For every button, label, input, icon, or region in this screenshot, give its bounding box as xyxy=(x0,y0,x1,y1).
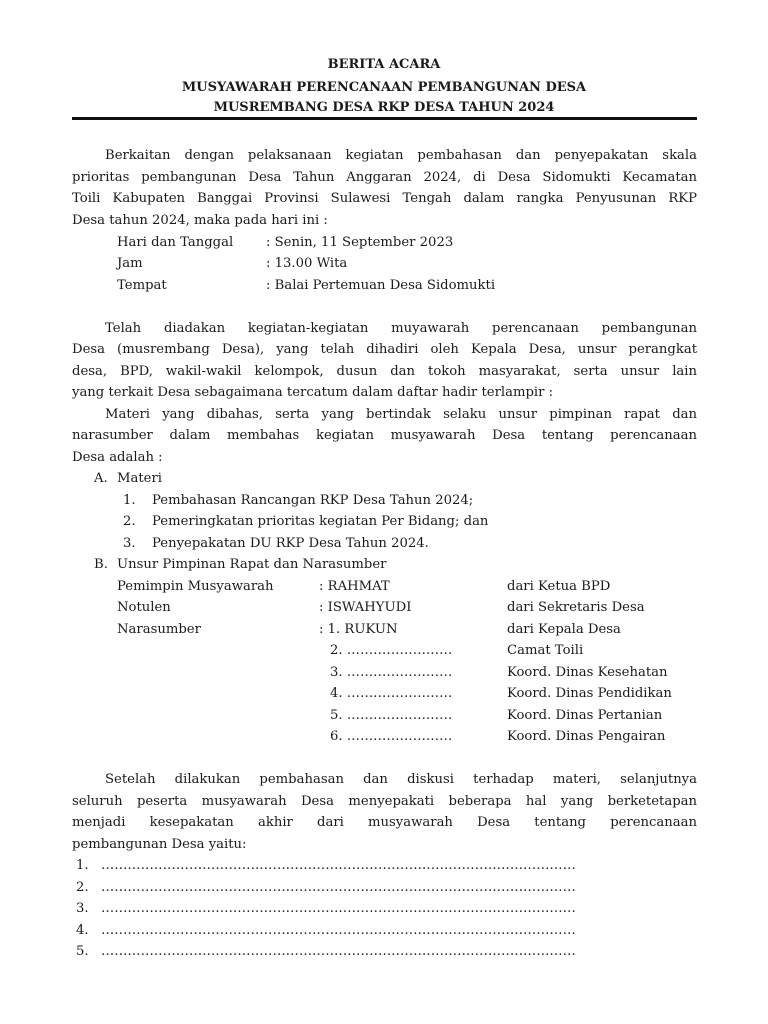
agreement-num-5: 5. xyxy=(76,944,89,959)
title-line-3: MUSREMBANG DESA RKP DESA TAHUN 2024 xyxy=(213,100,555,115)
materi-item-2: Pemeringkatan prioritas kegiatan Per Bidang; dan xyxy=(152,514,489,529)
para4-line-2: seluruh peserta musyawarah Desa menyepakati beberapa hal yang berketetapan xyxy=(72,794,697,809)
agreement-num-4: 4. xyxy=(76,923,89,938)
para3-line-1: Materi yang dibahas, serta yang bertindak selaku unsur pimpinan rapat dan xyxy=(105,407,697,422)
leader-from: dari Ketua BPD xyxy=(507,579,611,594)
detail-value-place: : Balai Pertemuan Desa Sidomukti xyxy=(266,278,496,293)
para3-line-3: Desa adalah : xyxy=(72,450,163,465)
para2-line-4: yang terkait Desa sebagaimana tercatum dalam daftar hadir terlampir : xyxy=(72,385,554,400)
leader-role: Pemimpin Musyawarah xyxy=(117,579,274,594)
narasumber-name-6: 6. …………………… xyxy=(330,729,453,744)
narasumber-from-4: Koord. Dinas Pendidikan xyxy=(507,686,672,701)
section-b-letter: B. xyxy=(94,557,108,572)
para2-line-2: Desa (musrembang Desa), yang telah dihadiri oleh Kepala Desa, unsur perangkat xyxy=(72,342,697,357)
detail-label-date: Hari dan Tanggal xyxy=(117,235,234,250)
materi-item-3: Penyepakatan DU RKP Desa Tahun 2024. xyxy=(152,536,429,551)
para1-line-1: Berkaitan dengan pelaksanaan kegiatan pembahasan dan penyepakatan skala xyxy=(105,148,697,163)
narasumber-name-2: 2. …………………… xyxy=(330,643,453,658)
materi-item-1: Pembahasan Rancangan RKP Desa Tahun 2024; xyxy=(152,493,474,508)
materi-num-1: 1. xyxy=(123,493,136,508)
narasumber-name-5: 5. …………………… xyxy=(330,708,453,723)
para4-line-4: pembangunan Desa yaitu: xyxy=(72,837,247,852)
title-line-1: BERITA ACARA xyxy=(327,57,441,72)
leader-name: : RAHMAT xyxy=(319,579,390,594)
narasumber-name-1: : 1. RUKUN xyxy=(319,622,398,637)
agreement-dots-2: ……………………………………………………………………………………………… xyxy=(101,880,576,895)
narasumber-from-6: Koord. Dinas Pengairan xyxy=(507,729,666,744)
materi-num-2: 2. xyxy=(123,514,136,529)
narasumber-from-1: dari Kepala Desa xyxy=(507,622,621,637)
narasumber-role: Narasumber xyxy=(117,622,201,637)
para2-line-3: desa, BPD, wakil-wakil kelompok, dusun dan tokoh masyarakat, serta unsur lain xyxy=(72,364,697,379)
para1-line-3: Toili Kabupaten Banggai Provinsi Sulawesi Tengah dalam rangka Penyusunan RKP xyxy=(72,191,697,206)
notulen-name: : ISWAHYUDI xyxy=(319,600,412,615)
section-a-title: Materi xyxy=(117,471,162,486)
section-a-letter: A. xyxy=(94,471,108,486)
section-b-title: Unsur Pimpinan Rapat dan Narasumber xyxy=(117,557,387,572)
detail-label-place: Tempat xyxy=(117,278,167,293)
title-line-2: MUSYAWARAH PERENCANAAN PEMBANGUNAN DESA xyxy=(181,80,587,95)
narasumber-name-3: 3. …………………… xyxy=(330,665,453,680)
narasumber-from-2: Camat Toili xyxy=(507,643,584,658)
para3-line-2: narasumber dalam membahas kegiatan musyawarah Desa tentang perencanaan xyxy=(72,428,697,443)
agreement-num-2: 2. xyxy=(76,880,89,895)
para1-line-4: Desa tahun 2024, maka pada hari ini : xyxy=(72,213,328,228)
agreement-num-1: 1. xyxy=(76,858,89,873)
materi-num-3: 3. xyxy=(123,536,136,551)
para1-line-2: prioritas pembangunan Desa Tahun Anggaran 2024, di Desa Sidomukti Kecamatan xyxy=(72,170,697,185)
agreement-dots-4: ……………………………………………………………………………………………… xyxy=(101,923,576,938)
narasumber-name-4: 4. …………………… xyxy=(330,686,453,701)
agreement-num-3: 3. xyxy=(76,901,89,916)
detail-value-time: : 13.00 Wita xyxy=(266,256,348,271)
agreement-dots-1: ……………………………………………………………………………………………… xyxy=(101,858,576,873)
narasumber-from-3: Koord. Dinas Kesehatan xyxy=(507,665,668,680)
para2-line-1: Telah diadakan kegiatan-kegiatan muyawarah perencanaan pembangunan xyxy=(105,321,697,336)
agreement-dots-5: ……………………………………………………………………………………………… xyxy=(101,944,576,959)
detail-value-date: : Senin, 11 September 2023 xyxy=(266,235,454,250)
para4-line-3: menjadi kesepakatan akhir dari musyawarah Desa tentang perencanaan xyxy=(72,815,697,830)
detail-label-time: Jam xyxy=(117,256,143,271)
agreement-dots-3: ……………………………………………………………………………………………… xyxy=(101,901,576,916)
title-underline xyxy=(72,117,697,120)
para4-line-1: Setelah dilakukan pembahasan dan diskusi terhadap materi, selanjutnya xyxy=(105,772,697,787)
notulen-from: dari Sekretaris Desa xyxy=(507,600,645,615)
narasumber-from-5: Koord. Dinas Pertanian xyxy=(507,708,663,723)
notulen-role: Notulen xyxy=(117,600,171,615)
